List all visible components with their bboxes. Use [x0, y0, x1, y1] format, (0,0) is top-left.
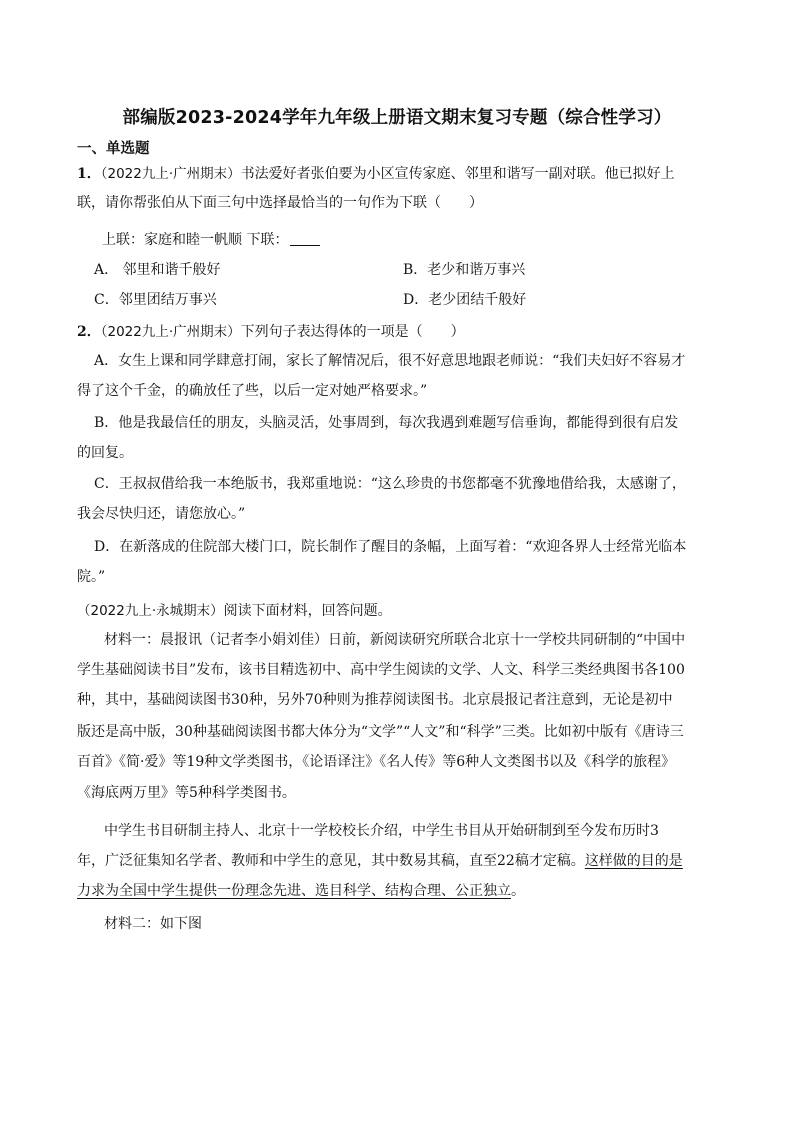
- q3-stem: 阅读下面材料，回答问题。: [223, 603, 392, 619]
- q1-option-c: C．邻里团结万事兴: [94, 292, 217, 308]
- q2-option-b-line-1: B．他是我最信任的朋友，头脑灵活，处事周到，每次我遇到难题写信垂询，都能得到很有启发: [94, 415, 679, 431]
- answer-blank: [290, 231, 320, 246]
- q3-stem-line: [77, 599, 392, 620]
- q2-stem-line: [77, 320, 465, 341]
- material-1-line-4: 版还是高中版，30种基础阅读图书都大体分为“文学”“人文”和“科学”三类。比如初中版有《唐诗三: [77, 724, 684, 740]
- q1-source: （2022九上·广州期末）: [100, 166, 241, 182]
- q2-stem: 下列句子表达得体的一项是（ ）: [240, 324, 465, 340]
- q1-stem-a: 书法爱好者张伯要为小区宣传家庭、邻里和谐写一副对联。他已拟好上: [240, 166, 675, 182]
- q2-option-d-line-2: 院。”: [77, 569, 106, 585]
- section-heading: 一、单选题: [77, 141, 150, 157]
- q1-number: 1．: [77, 166, 101, 182]
- q2-option-a-line-1: A．女生上课和同学肆意打闹，家长了解情况后，很不好意思地跟老师说：“我们夫妇好不容易才: [94, 353, 686, 369]
- material-1-line-2: 学生基础阅读书目”发布，该书目精选初中、高中学生阅读的文学、人文、科学三类经典图书各100: [77, 662, 685, 678]
- material-1-p2-line-2: [77, 850, 683, 870]
- q3-source: （2022九上·永城期末）: [77, 603, 224, 619]
- material-1-line-6: 《海底两万里》等5种科学类图书。: [77, 785, 296, 801]
- q2-option-d-line-1: D．在新落成的住院部大楼门口，院长制作了醒目的条幅，上面写着：“欢迎各界人士经常光临本: [94, 539, 687, 555]
- material-2-label: 材料二：如下图: [104, 916, 202, 932]
- q1-option-d: D．老少团结千般好: [403, 292, 527, 308]
- material-1-p2-line-1: 中学生书目研制主持人、北京十一学校校长介绍，中学生书目从开始研制到至今发布历时3: [104, 823, 659, 839]
- q1-couplet: [102, 229, 320, 249]
- q2-option-a-line-2: 得了这个千金，的确放任了些，以后一定对她严格要求。”: [77, 383, 428, 399]
- material-1-line-5: 百首》《简·爱》等19种文学类图书，《论语译注》《名人传》等6种人文类图书以及《科学的旅程》: [77, 754, 676, 770]
- q1-option-a: A． 邻里和谐千般好: [94, 262, 221, 278]
- q2-option-c-line-2: 我会尽快归还，请您放心。”: [77, 506, 246, 522]
- material-1-p2-line-3: [77, 880, 525, 900]
- q1-stem-b: 联，请你帮张伯从下面三句中选择最恰当的一句作为下联（ ）: [77, 195, 483, 211]
- q1-option-b: B．老少和谐万事兴: [403, 262, 526, 278]
- p2-end: 。: [511, 883, 525, 899]
- q1-couplet-text: 上联：家庭和睦一帆顺 下联：: [102, 232, 289, 248]
- q2-number: 2．: [77, 324, 101, 340]
- p2-text: 年，广泛征集知名学者、教师和中学生的意见，其中数易其稿，直至22稿才定稿。: [77, 853, 585, 869]
- underlined-sentence-part-1: 这样做的目的是: [584, 853, 683, 869]
- material-1-line-3: 种，其中，基础阅读图书30种，另外70种则为推荐阅读图书。北京晨报记者注意到，无论是初中: [77, 692, 673, 708]
- q2-option-b-line-2: 的回复。: [77, 445, 133, 461]
- underlined-sentence-part-2: 力求为全国中学生提供一份理念先进、选目科学、结构合理、公正独立: [77, 883, 511, 899]
- page-title: 部编版2023-2024学年九年级上册语文期末复习专题（综合性学习）: [122, 108, 672, 128]
- q2-option-c-line-1: C．王叔叔借给我一本绝版书，我郑重地说：“这么珍贵的书您都毫不犹豫地借给我，太感谢了，: [94, 476, 686, 492]
- material-1-line-1: 材料一：晨报讯（记者李小娟刘佳）日前，新阅读研究所联合北京十一学校共同研制的“中国中: [104, 632, 686, 648]
- q1-stem-line-1: [77, 162, 675, 183]
- q2-source: （2022九上·广州期末）: [100, 324, 241, 340]
